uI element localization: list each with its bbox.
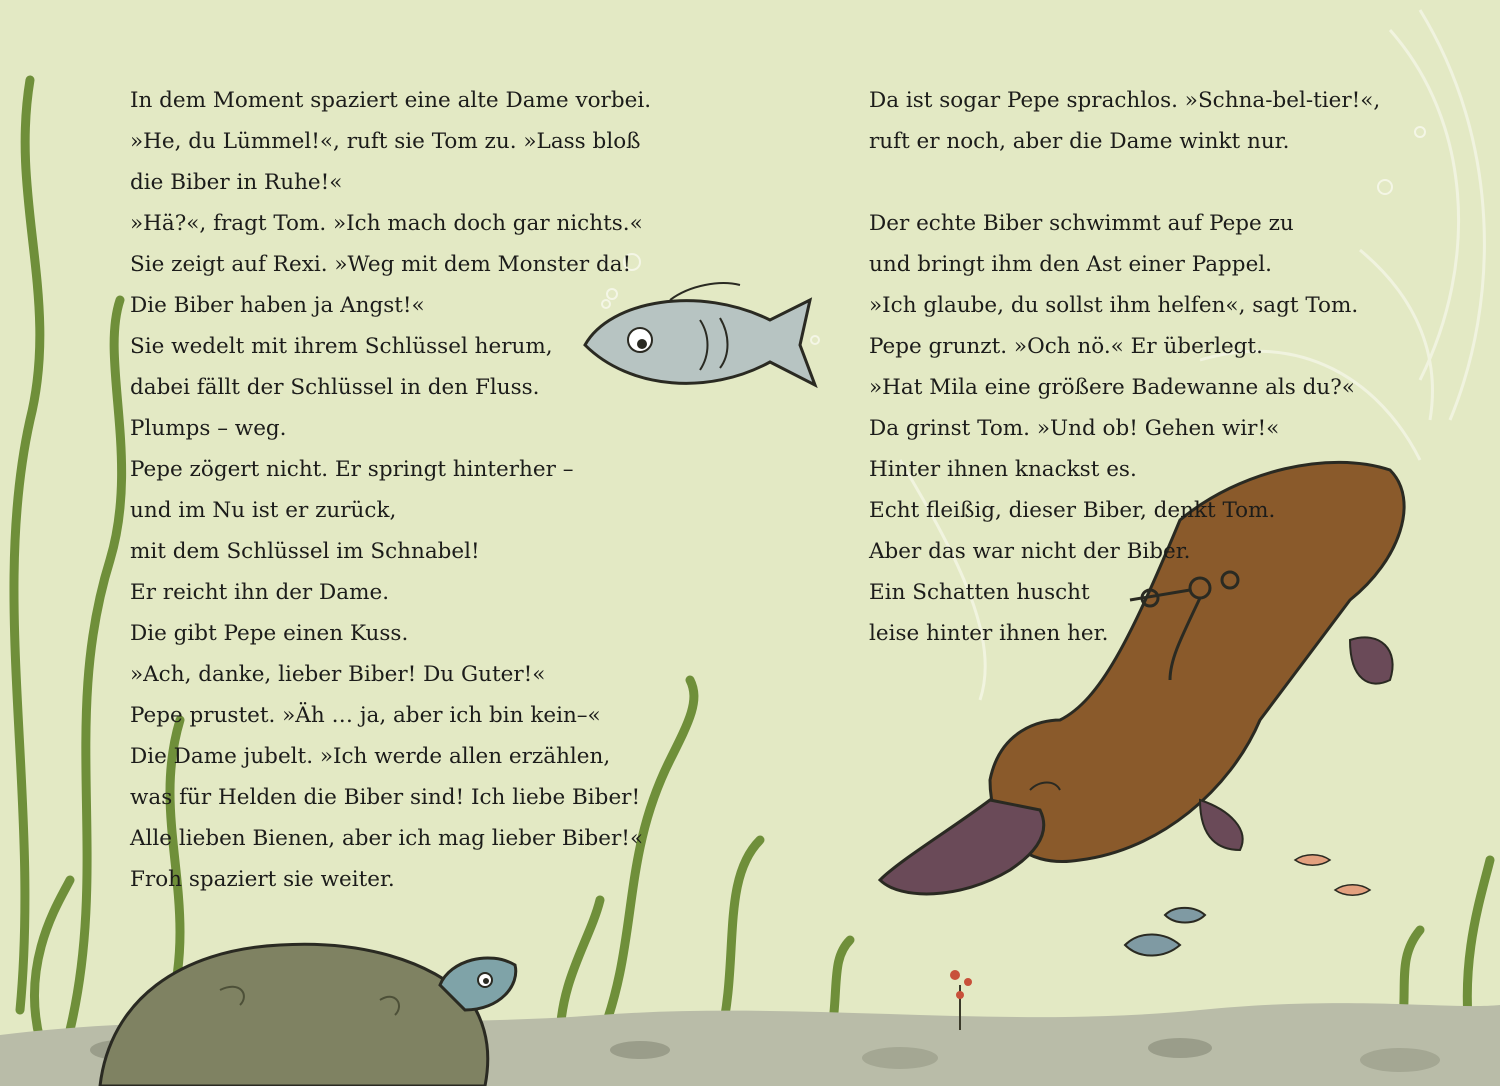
text-line: In dem Moment spaziert eine alte Dame vorbei. <box>130 88 652 113</box>
text-line: Er reicht ihn der Dame. <box>130 580 390 605</box>
text-line: Pepe prustet. »Äh … ja, aber ich bin kein–« <box>130 703 601 728</box>
right-page-text <box>869 80 1380 654</box>
text-line: was für Helden die Biber sind! Ich liebe Biber! <box>130 785 641 810</box>
text-line: Sie zeigt auf Rexi. »Weg mit dem Monster da! <box>130 252 632 277</box>
text-line: Aber das war nicht der Biber. <box>869 539 1191 564</box>
text-line: Da ist sogar Pepe sprachlos. »Schna-bel-tier!«, <box>869 88 1381 113</box>
blank-line <box>869 162 1380 203</box>
text-line: Echt fleißig, dieser Biber, denkt Tom. <box>869 498 1276 523</box>
text-line: Hinter ihnen knackst es. <box>869 457 1137 482</box>
text-line: Pepe zögert nicht. Er springt hinterher – <box>130 457 574 482</box>
text-line: leise hinter ihnen her. <box>869 621 1109 646</box>
text-line: »Hä?«, fragt Tom. »Ich mach doch gar nichts.« <box>130 211 643 236</box>
small-fish <box>1125 855 1370 956</box>
text-line: Die Dame jubelt. »Ich werde allen erzählen, <box>130 744 611 769</box>
text-line: mit dem Schlüssel im Schnabel! <box>130 539 480 564</box>
text-line: Da grinst Tom. »Und ob! Gehen wir!« <box>869 416 1280 441</box>
text-line: Alle lieben Bienen, aber ich mag lieber Biber!« <box>130 826 644 851</box>
text-line: und im Nu ist er zurück, <box>130 498 397 523</box>
text-line: Die Biber haben ja Angst!« <box>130 293 425 318</box>
text-line: Die gibt Pepe einen Kuss. <box>130 621 409 646</box>
rock <box>100 944 488 1086</box>
text-line: Plumps – weg. <box>130 416 287 441</box>
text-line: »Ach, danke, lieber Biber! Du Guter!« <box>130 662 546 687</box>
text-line: »Hat Mila eine größere Badewanne als du?« <box>869 375 1355 400</box>
text-line: und bringt ihm den Ast einer Pappel. <box>869 252 1272 277</box>
text-line: die Biber in Ruhe!« <box>130 170 343 195</box>
left-page-text <box>130 80 651 900</box>
text-line: »Ich glaube, du sollst ihm helfen«, sagt Tom. <box>869 293 1359 318</box>
text-line: Pepe grunzt. »Och nö.« Er überlegt. <box>869 334 1263 359</box>
text-line: Der echte Biber schwimmt auf Pepe zu <box>869 211 1294 236</box>
text-line: Sie wedelt mit ihrem Schlüssel herum, <box>130 334 553 359</box>
text-line: Froh spaziert sie weiter. <box>130 867 395 892</box>
text-line: dabei fällt der Schlüssel in den Fluss. <box>130 375 540 400</box>
text-line: »He, du Lümmel!«, ruft sie Tom zu. »Lass bloß <box>130 129 641 154</box>
text-line: Ein Schatten huscht <box>869 580 1090 605</box>
text-line: ruft er noch, aber die Dame winkt nur. <box>869 129 1290 154</box>
